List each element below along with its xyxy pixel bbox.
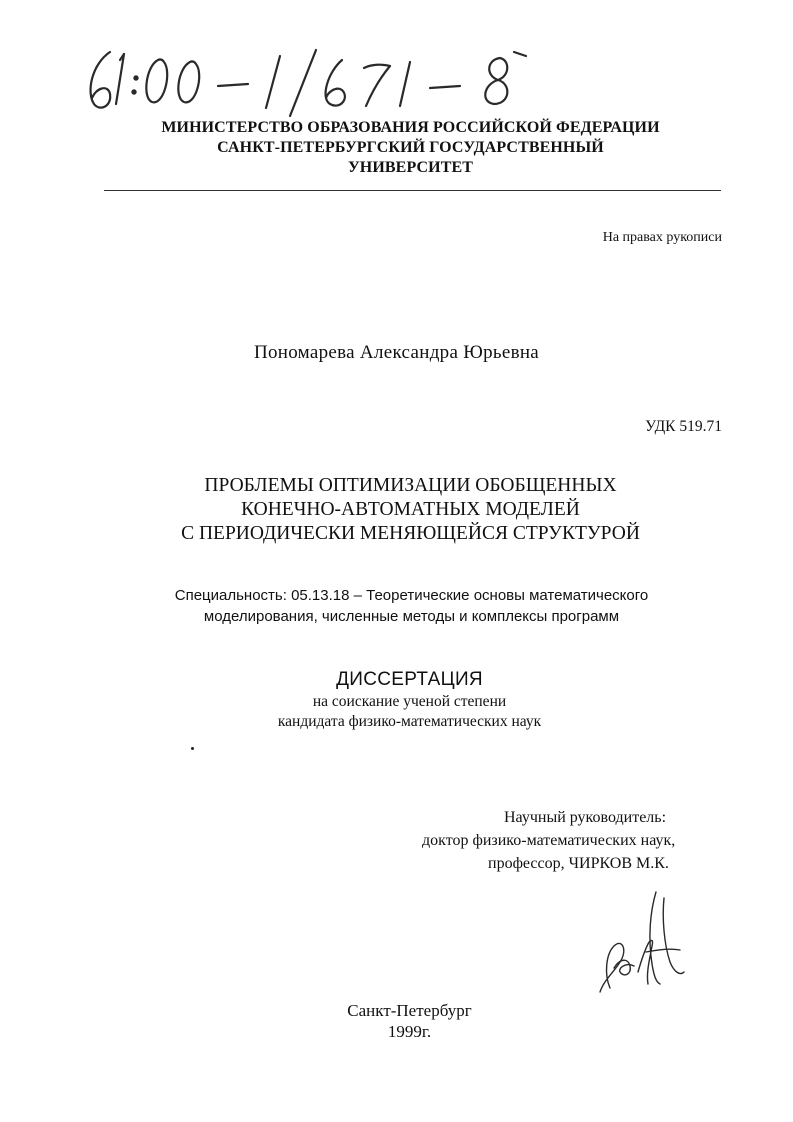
supervisor-label: Научный руководитель: [504,809,667,826]
scan-speck [191,747,194,750]
header-divider [104,190,721,191]
title-line: КОНЕЧНО-АВТОМАТНЫХ МОДЕЛЕЙ [241,499,580,520]
city-year-block [0,1000,793,1042]
thesis-title [0,474,793,546]
title-line: С ПЕРИОДИЧЕСКИ МЕНЯЮЩЕЙСЯ СТРУКТУРОЙ [181,523,640,544]
specialty-line: моделирования, численные методы и комплексы программ [203,608,620,625]
year: 1999г. [387,1022,432,1041]
degree-line: на соискание ученой степени [312,693,507,710]
supervisor-name: профессор, ЧИРКОВ М.К. [488,855,669,872]
degree-line: кандидата физико-математических наук [277,713,542,730]
signature [590,888,690,998]
dissertation-block [0,668,793,732]
signature-drawing [590,888,690,998]
handwritten-archive-code [80,42,580,122]
university-line: САНКТ-ПЕТЕРБУРГСКИЙ ГОСУДАРСТВЕННЫЙ [217,139,604,156]
supervisor-degree: доктор физико-математических наук, [422,832,676,849]
dissertation-heading: ДИССЕРТАЦИЯ [336,669,483,690]
manuscript-rights-note: На правах рукописи [602,230,722,245]
specialty-line: Специальность: 05.13.18 – Теоретические основы математического [174,587,649,604]
city-name: Санкт-Петербург [347,1001,472,1020]
supervisor-block [420,806,720,875]
handwritten-code-drawing [80,42,580,122]
university-line-2: УНИВЕРСИТЕТ [347,159,474,176]
udc-code: УДК 519.71 [645,418,722,435]
ministry-header [0,118,793,178]
specialty-block [0,585,793,627]
ministry-line: МИНИСТЕРСТВО ОБРАЗОВАНИЯ РОССИЙСКОЙ ФЕДЕРАЦИИ [161,119,660,136]
title-line: ПРОБЛЕМЫ ОПТИМИЗАЦИИ ОБОБЩЕННЫХ [204,475,617,496]
author-name: Пономарева Александра Юрьевна [253,342,540,363]
